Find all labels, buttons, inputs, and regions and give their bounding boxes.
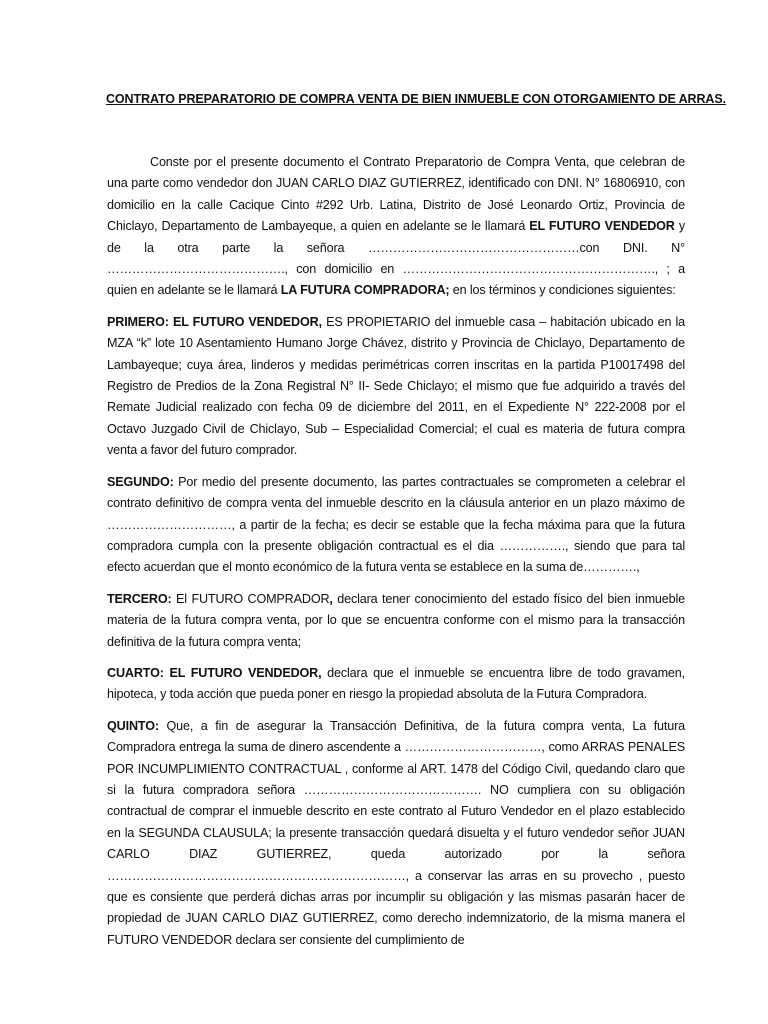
clause-tercero-label: TERCERO: bbox=[107, 591, 172, 606]
futuro-vendedor-label: EL FUTURO VENDEDOR bbox=[529, 219, 675, 234]
clause-segundo bbox=[107, 472, 685, 579]
clause-segundo-label: SEGUNDO: bbox=[107, 474, 174, 489]
clause-primero-text: ES PROPIETARIO del inmueble casa – habitación ubicado en la MZA “k” lote 10 Asentamiento Humano Jorge Chávez, distrito y Provincia de Chiclayo, Departamento de Lambayeque; cuya área, linderos y medidas perimétricas corren inscritas en la partida P10017498 del Registro de Predios de la Zona Registral N° II- Sede Chiclayo; el mismo que fue adquirido a través del Remate Judicial realizado con fecha 09 de diciembre del 2011, en el Expediente N° 222-2008 por el Octavo Juzgado Civil de Chiclayo, Sub – Especialidad Comercial; el cual es materia de futura compra venta a favor del futuro comprador. bbox=[107, 314, 685, 458]
clause-cuarto-text: declara que el inmueble se encuentra libre de todo gravamen, hipoteca, y toda acción que pueda poner en riesgo la propiedad absoluta de la Futura Compradora. bbox=[107, 665, 685, 702]
clause-primero-label: PRIMERO: EL FUTURO VENDEDOR, bbox=[107, 314, 322, 329]
intro-text-2: y de la otra parte la señora ……………………………………………con DNI. N° ……………………………………., con domicilio en ……………………………………………………., ; a quien en adelante se le llamará bbox=[107, 219, 685, 298]
futura-compradora-label: LA FUTURA COMPRADORA; bbox=[280, 283, 450, 298]
clause-cuarto bbox=[107, 663, 685, 706]
clause-quinto-label: QUINTO: bbox=[107, 718, 159, 733]
clause-tercero-comma: , bbox=[329, 591, 333, 606]
document-body bbox=[107, 152, 685, 961]
clause-quinto bbox=[107, 716, 685, 951]
clause-primero bbox=[107, 312, 685, 462]
clause-cuarto-label: CUARTO: EL FUTURO VENDEDOR, bbox=[107, 665, 322, 680]
document-title: CONTRATO PREPARATORIO DE COMPRA VENTA DE BIEN INMUEBLE CON OTORGAMIENTO DE ARRAS. bbox=[106, 92, 726, 106]
clause-tercero-text-b: declara tener conocimiento del estado físico del bien inmueble materia de la futura compra venta, por lo que se encuentra conforme con el mismo para la transacción definitiva de la futura compra venta; bbox=[107, 591, 685, 649]
clause-quinto-text: Que, a fin de asegurar la Transacción Definitiva, de la futura compra venta, La futura Compradora entrega la suma de dinero ascendente a ……………………………, como ARRAS PENALES POR INCUMPLIMIENTO CONTRACTUAL , conforme al ART. 1478 del Código Civil, quedando claro que si la futura compradora señora ……………………………………. NO cumpliera con su obligación contractual de comprar el inmueble descrito en este contrato al Futuro Vendedor en el plazo establecido en la SEGUNDA CLAUSULA; la presente transacción quedará disuelta y el futuro vendedor señor JUAN CARLO DIAZ GUTIERREZ, queda autorizado por la señora ………………………………………………………………, a conservar las arras en su provecho , puesto que es consiente que perderá dichas arras por incumplir su obligación y las mismas pasarán hacer de propiedad de JUAN CARLO DIAZ GUTIERREZ, como derecho indemnizatorio, de la misma manera el FUTURO VENDEDOR declara ser consiente del cumplimiento de bbox=[107, 718, 685, 947]
clause-segundo-text: Por medio del presente documento, las partes contractuales se comprometen a celebrar el contrato definitivo de compra venta del inmueble descrito en la cláusula anterior en un plazo máximo de …………………………, a partir de la fecha; es decir se estable que la fecha máxima para que la futura compradora cumpla con la presente obligación contractual es el dia ……………., siendo que para tal efecto acuerdan que el monto económico de la futura venta se establece en la suma de…………., bbox=[107, 474, 685, 575]
intro-paragraph bbox=[107, 152, 685, 302]
clause-tercero bbox=[107, 589, 685, 653]
intro-text-1: Conste por el presente documento el Contrato Preparatorio de Compra Venta, que celebran de una parte como vendedor don JUAN CARLO DIAZ GUTIERREZ, identificado con DNI. N° 16806910, con domicilio en la calle Cacique Cinto #292 Urb. Latina, Distrito de José Leonardo Ortiz, Provincia de Chiclayo, Departamento de Lambayeque, a quien en adelante se le llamará bbox=[107, 155, 685, 234]
intro-text-3: en los términos y condiciones siguientes: bbox=[449, 283, 676, 298]
clause-tercero-text-a: El FUTURO COMPRADOR bbox=[171, 591, 330, 606]
